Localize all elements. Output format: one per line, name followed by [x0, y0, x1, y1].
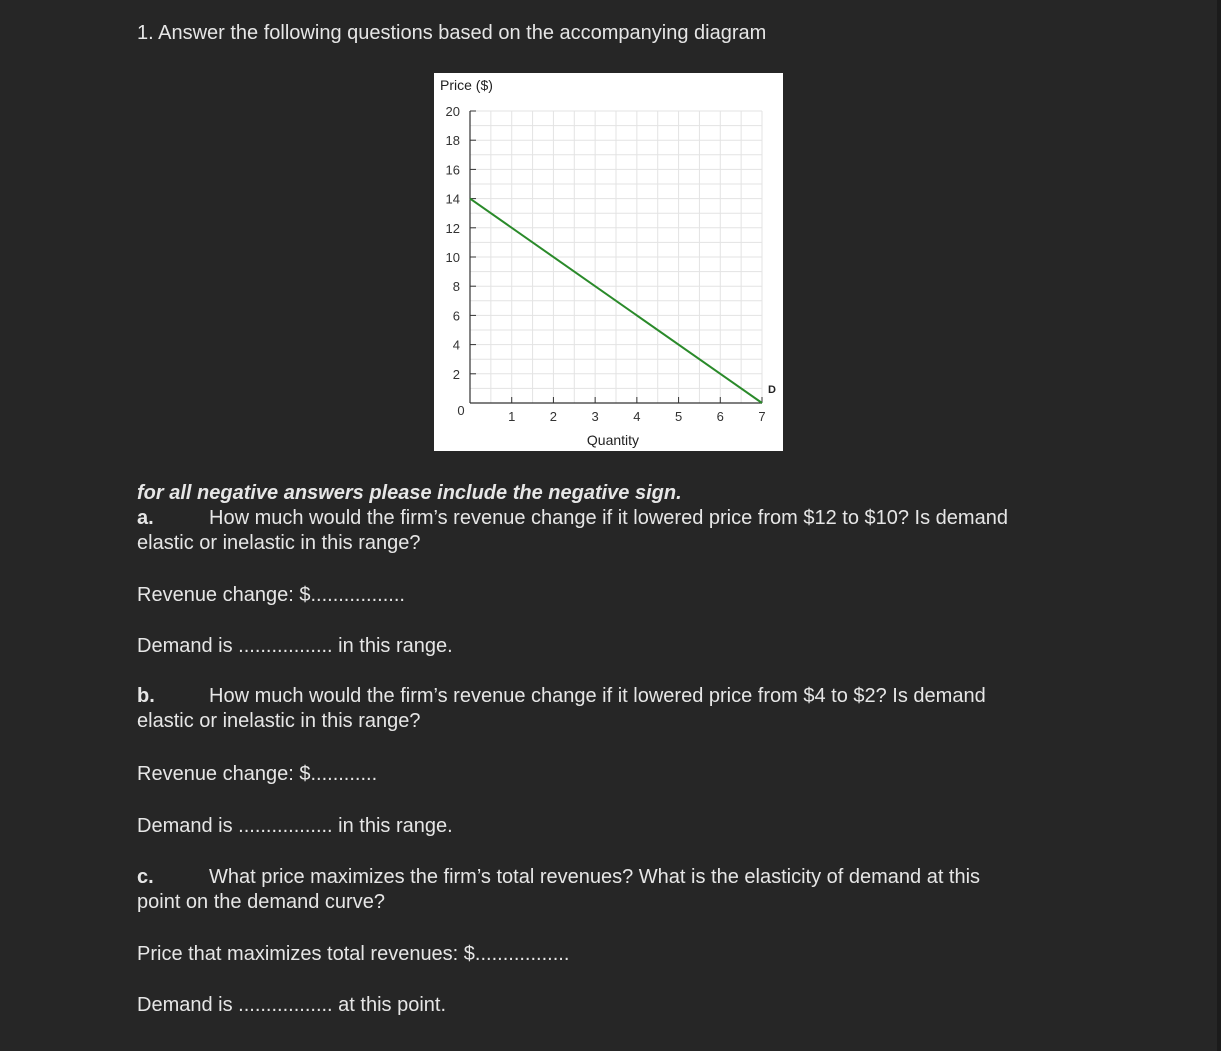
- demand-chart: [434, 73, 783, 451]
- x-tick-label: 5: [674, 409, 683, 424]
- y-tick-label: 20: [445, 104, 460, 119]
- max-revenue-price-answer[interactable]: Price that maximizes total revenues: $.................: [137, 943, 570, 965]
- y-axis-label: Price ($): [440, 77, 493, 93]
- question-letter: a.: [137, 507, 154, 529]
- y-tick-label: 16: [445, 162, 460, 178]
- y-tick-label: 8: [452, 279, 460, 295]
- question-text-line1: What price maximizes the firm’s total revenues? What is the elasticity of demand at this: [209, 866, 981, 888]
- x-axis-label: Quantity: [586, 432, 640, 448]
- x-tick-label: 7: [758, 409, 766, 424]
- question-text-line1: How much would the firm’s revenue change if it lowered price from $4 to $2? Is demand: [209, 685, 986, 707]
- demand-elasticity-answer[interactable]: Demand is ................. at this point.: [137, 994, 447, 1016]
- question-letter: b.: [137, 685, 155, 707]
- question-c: [137, 865, 1077, 915]
- y-tick-label: 14: [445, 191, 460, 207]
- question-a: [137, 506, 1077, 556]
- x-tick-label: 4: [633, 409, 641, 424]
- chart-ticks: [446, 104, 766, 424]
- x-tick-label: 2: [549, 409, 558, 424]
- y-tick-label: 2: [452, 366, 460, 382]
- x-tick-label: 3: [591, 409, 599, 424]
- origin-label: 0: [457, 403, 465, 418]
- window-edge: [1217, 0, 1221, 1051]
- y-tick-label: 4: [452, 337, 460, 353]
- demand-elasticity-answer[interactable]: Demand is ................. in this range.: [137, 815, 453, 837]
- page-heading: 1. Answer the following questions based on the accompanying diagram: [137, 22, 767, 44]
- chart-grid: [470, 111, 762, 403]
- demand-curve-label: D: [768, 384, 776, 396]
- question-text-line1: How much would the firm’s revenue change if it lowered price from $12 to $10? Is demand: [209, 507, 1008, 529]
- question-text-line2: point on the demand curve?: [137, 891, 385, 913]
- y-tick-label: 6: [452, 308, 460, 324]
- demand-chart-svg: [434, 73, 783, 451]
- question-b: [137, 684, 1077, 734]
- revenue-change-answer[interactable]: Revenue change: $.................: [137, 584, 405, 606]
- question-letter: c.: [137, 866, 154, 888]
- revenue-change-answer[interactable]: Revenue change: $............: [137, 763, 378, 785]
- question-text-line2: elastic or inelastic in this range?: [137, 710, 421, 732]
- y-tick-label: 18: [445, 133, 460, 149]
- demand-elasticity-answer[interactable]: Demand is ................. in this range.: [137, 635, 453, 657]
- x-tick-label: 1: [508, 409, 516, 424]
- negative-sign-note: for all negative answers please include the negative sign.: [137, 482, 682, 504]
- y-tick-label: 12: [445, 220, 460, 236]
- x-tick-label: 6: [716, 409, 724, 424]
- y-tick-label: 10: [445, 250, 460, 265]
- question-text-line2: elastic or inelastic in this range?: [137, 532, 421, 554]
